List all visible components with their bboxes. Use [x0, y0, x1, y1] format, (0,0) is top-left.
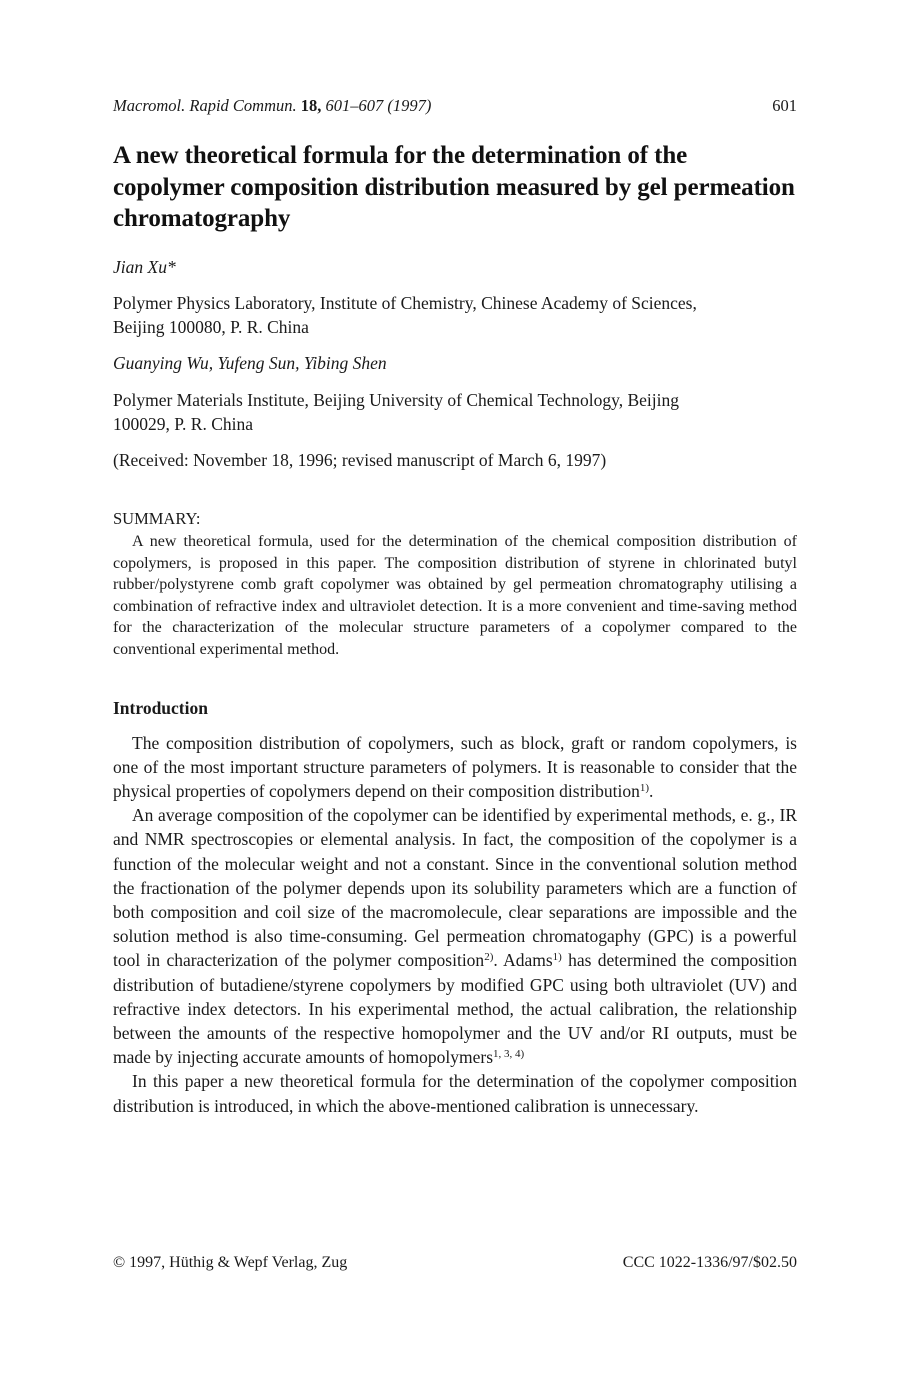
journal-volume: 18, [300, 96, 322, 115]
affiliation-2-line-2: 100029, P. R. China [113, 413, 254, 434]
article-title: A new theoretical formula for the determination of the copolymer composition distribution measured by gel permeation chromatography [113, 142, 795, 233]
summary-label: SUMMARY: [113, 509, 201, 529]
journal-pages-year: 601–607 (1997) [325, 96, 432, 115]
received-dates: (Received: November 18, 1996; revised manuscript of March 6, 1997) [113, 449, 607, 470]
citation-ref: 1) [639, 781, 650, 794]
page-number: 601 [772, 96, 797, 115]
intro-p2-text-a: An average composition of the copolymer can be identified by experimental methods, e. g., IR and NMR spectroscopies or elemental analysis. In fact, the composition of the copolymer is a function of the molecular weight and not a constant. Since in the conventional solution method the fractionation of the polymer depends upon its solubility parameters which are a function of both composition and coil size of the macromolecule, clear separations are impossible and the solution method is also time-consuming. Gel permeation chromatogaphy (GPC) is a powerful tool in characterization of the polymer composition [113, 805, 797, 971]
article-page [113, 94, 797, 1118]
citation-ref: 2) [484, 951, 494, 964]
affiliation-1-line-2: Beijing 100080, P. R. China [113, 317, 309, 338]
running-header [113, 94, 797, 118]
page-footer [113, 1254, 797, 1272]
affiliation-2-line-1: Polymer Materials Institute, Beijing University of Chemical Technology, Beijing [113, 389, 679, 410]
intro-p1-text: The composition distribution of copolymers, such as block, graft or random copolymers, is one of the most important structure parameters of polymers. It is reasonable to consider that the physical properties of copolymers depend on their composition distribution [113, 732, 797, 801]
introduction-body [113, 731, 797, 1118]
ccc-code: CCC 1022-1336/97/$02.50 [622, 1254, 797, 1271]
intro-p2-text-b: . Adams [493, 950, 553, 971]
copyright-notice: © 1997, Hüthig & Wepf Verlag, Zug [113, 1254, 348, 1271]
intro-paragraph-1 [113, 731, 797, 804]
affiliation-1-line-1: Polymer Physics Laboratory, Institute of Chemistry, Chinese Academy of Sciences, [113, 292, 697, 313]
affiliation-2 [113, 388, 797, 436]
first-author: Jian Xu* [113, 256, 176, 277]
journal-citation [113, 94, 431, 118]
citation-ref: 1) [552, 951, 562, 964]
citation-ref: 1, 3, 4) [493, 1048, 525, 1061]
journal-name: Macromol. Rapid Commun. [113, 96, 297, 115]
summary-body: A new theoretical formula, used for the determination of the chemical composition distribution of copolymers, is proposed in this paper. The composition distribution of styrene in chlorinated butyl rubber/polystyrene comb graft copolymer was obtained by gel permeation chromatography utilising a combination of refractive index and ultraviolet detection. It is a more convenient and time-saving method for the characterization of the molecular structure parameters of a copolymer compared to the conventional experimental method. [113, 533, 797, 658]
section-heading-introduction: Introduction [113, 698, 208, 719]
intro-paragraph-3: In this paper a new theoretical formula for the determination of the copolymer composition distribution is introduced, in which the above-mentioned calibration is unnecessary. [113, 1071, 797, 1116]
co-authors: Guanying Wu, Yufeng Sun, Yibing Shen [113, 353, 387, 374]
summary-text [113, 531, 797, 660]
intro-p2-text-c: has determined the composition distribution of butadiene/styrene copolymers by modified GPC using both ultraviolet (UV) and refractive index detectors. In his experimental method, the actual calibration, the relationship between the amounts of the respective homopolymer and the UV and/or RI outputs, must be made by injecting accurate amounts of homopolymers [113, 950, 797, 1068]
intro-p1-end: . [649, 780, 654, 801]
intro-paragraph-2 [113, 803, 797, 1069]
affiliation-1 [113, 291, 797, 339]
